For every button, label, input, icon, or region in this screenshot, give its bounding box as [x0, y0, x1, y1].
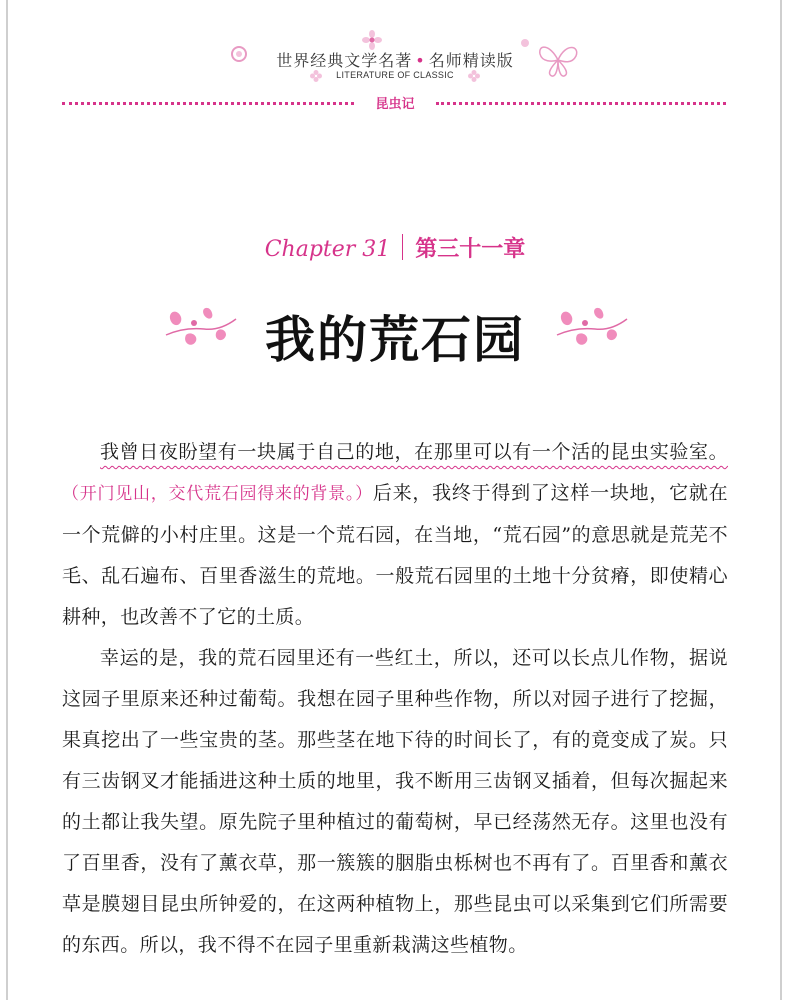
chapter-divider [402, 234, 403, 260]
flower-icon [520, 38, 530, 48]
running-head-book-title: 昆虫记 [375, 97, 415, 112]
edition-text: 名师精读版 [428, 51, 514, 70]
series-title [0, 48, 790, 71]
chapter-title: 我的荒石园 [265, 311, 525, 369]
dotted-divider-right [436, 102, 726, 105]
page-edge-left [6, 0, 8, 1000]
page-edge-right [780, 0, 782, 1000]
flower-icon [362, 30, 382, 50]
series-title-text: 世界经典文学名著 [276, 51, 413, 70]
paragraph: 幸运的是，我的荒石园里还有一些红土，所以，还可以长点儿作物，据说这园子里原来还种过葡萄。我想在园子里种些作物，所以对园子进行了挖掘，果真挖出了一些宝贵的茎。那些茎在地下待的时间长了，有的竟变成了炭。只有三齿钢叉才能插进这种土质的地里，我不断用三齿钢叉插着，但每次掘起来的土都让我失望。原先院子里种植过的葡萄树，早已经荡然无存。这里也没有了百里香，没有了薰衣草，那一簇簇的胭脂虫栎树也不再有了。百里香和薰衣草是膜翅目昆虫所钟爱的，在这两种植物上，那些昆虫可以采集到它们所需要的东西。所以，我不得不在园子里重新栽满这些植物。 [62, 647, 728, 956]
chapter-label-en: Chapter 31 [264, 237, 391, 262]
flower-ornament-icon [555, 305, 629, 349]
paragraph [62, 432, 728, 638]
paragraph-text: 后来，我终于得到了这样一块地，它就在一个荒僻的小村庄里。这是一个荒石园，在当地，“荒石园”的意思就是荒芜不毛、乱石遍布、百里香滋生的荒地。一般荒石园里的土地十分贫瘠，即使精心耕种，也改善不了它的土质。 [62, 482, 728, 628]
separator-dot: • [415, 51, 426, 70]
series-subtitle: LITERATURE OF CLASSIC [336, 70, 454, 80]
chapter-body [62, 432, 728, 966]
dotted-divider-left [62, 102, 354, 105]
underlined-sentence: 我曾日夜盼望有一块属于自己的地，在那里可以有一个活的昆虫实验室。 [100, 441, 728, 463]
chapter-heading [0, 232, 790, 263]
chapter-label-cn: 第三十一章 [415, 237, 526, 262]
annotation-note: （开门见山，交代荒石园得来的背景。） [62, 484, 373, 504]
